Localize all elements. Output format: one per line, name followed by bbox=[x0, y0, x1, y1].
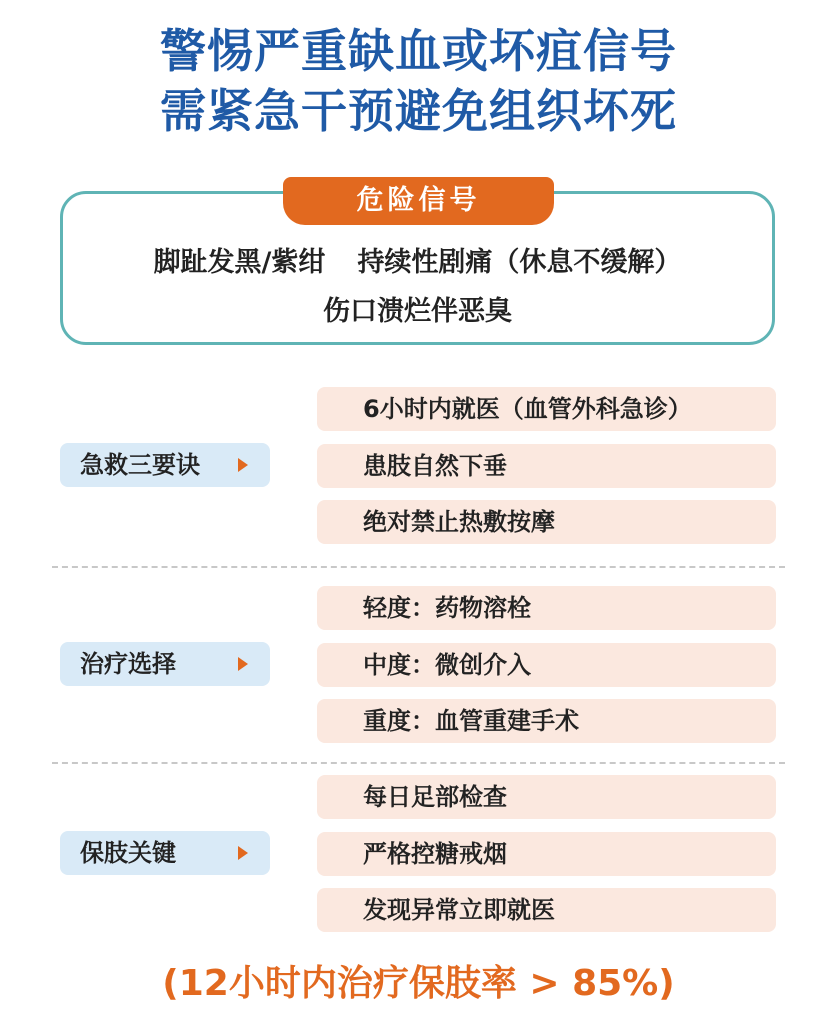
treatment-item: 中度：微创介入 bbox=[317, 643, 776, 687]
title-line-1: 警惕严重缺血或坏疽信号 bbox=[160, 24, 677, 78]
title-line-2: 需紧急干预避免组织坏死 bbox=[160, 84, 677, 138]
first-aid-item: 绝对禁止热敷按摩 bbox=[317, 500, 776, 544]
danger-sign: 脚趾发黑/紫绀 bbox=[153, 247, 326, 278]
triangle-right-icon bbox=[238, 846, 248, 860]
category-first-aid bbox=[60, 443, 270, 487]
first-aid-item: 患肢自然下垂 bbox=[317, 444, 776, 488]
category-label: 治疗选择 bbox=[80, 650, 176, 678]
category-treatment bbox=[60, 642, 270, 686]
limb-salvage-item: 发现异常立即就医 bbox=[317, 888, 776, 932]
danger-sign: 持续性剧痛（休息不缓解） bbox=[357, 247, 682, 278]
treatment-item: 轻度：药物溶栓 bbox=[317, 586, 776, 630]
danger-signs-line-1 bbox=[60, 246, 775, 280]
danger-signs-line-2 bbox=[60, 295, 775, 329]
danger-signs-label: 危险信号 bbox=[283, 177, 554, 225]
footer-note: (12小时内治疗保肢率 > 85%) bbox=[162, 963, 675, 1004]
treatment-item: 重度：血管重建手术 bbox=[317, 699, 776, 743]
category-label: 急救三要诀 bbox=[80, 451, 200, 479]
danger-sign: 伤口溃烂伴恶臭 bbox=[323, 296, 512, 327]
triangle-right-icon bbox=[238, 458, 248, 472]
first-aid-item: 6小时内就医（血管外科急诊） bbox=[317, 387, 776, 431]
section-divider bbox=[52, 762, 785, 764]
category-label: 保肢关键 bbox=[80, 839, 176, 867]
section-divider bbox=[52, 566, 785, 568]
limb-salvage-item: 严格控糖戒烟 bbox=[317, 832, 776, 876]
limb-salvage-item: 每日足部检查 bbox=[317, 775, 776, 819]
triangle-right-icon bbox=[238, 657, 248, 671]
category-limb-salvage bbox=[60, 831, 270, 875]
